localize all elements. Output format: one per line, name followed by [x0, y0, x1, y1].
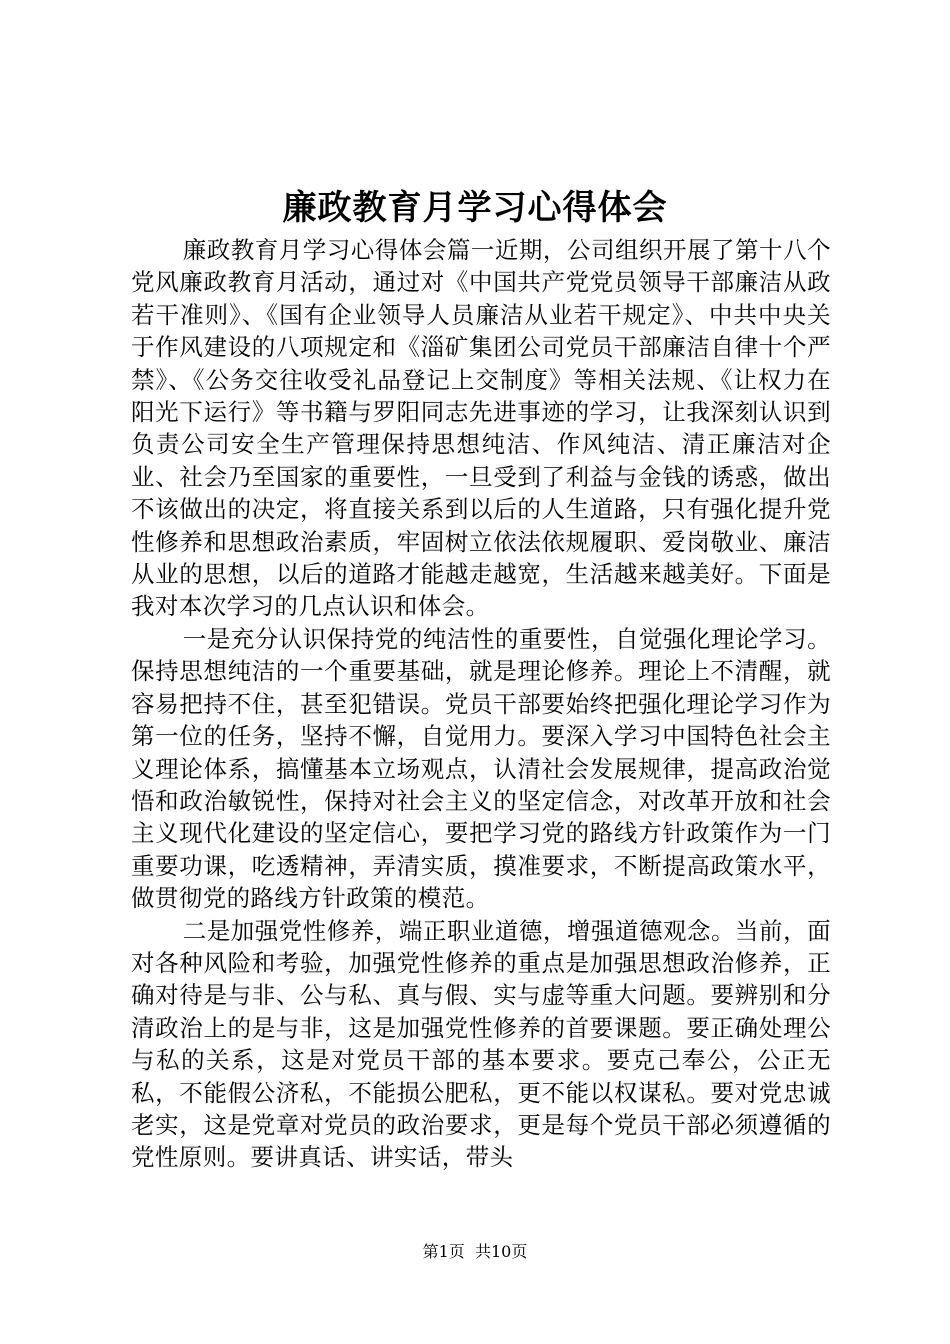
page-number: 第1页 — [422, 1242, 465, 1261]
page-total: 共10页 — [474, 1242, 528, 1261]
body-paragraph-2: 一是充分认识保持党的纯洁性的重要性，自觉强化理论学习。保持思想纯洁的一个重要基础，就是理论修养。理论上不清醒，就容易把持不住，甚至犯错误。党员干部要始终把强化理论学习作为第一位的任务，坚持不懈，自觉用力。要深入学习中国特色社会主义理论体系，搞懂基本立场观点，认清社会发展规律，提高政治觉悟和政治敏锐性，保持对社会主义的坚定信念，对改革开放和社会主义现代化建设的坚定信心，要把学习党的路线方针政策作为一门重要功课，吃透精神，弄清实质，摸准要求，不断提高政策水平，做贯彻党的路线方针政策的模范。 — [131, 624, 831, 913]
document-body — [131, 234, 831, 1174]
document-title: 廉政教育月学习心得体会 — [282, 188, 668, 228]
body-paragraph-1: 廉政教育月学习心得体会篇一近期，公司组织开展了第十八个党风廉政教育月活动，通过对《中国共产党党员领导干部廉洁从政若干准则》、《国有企业领导人员廉洁从业若干规定》、中共中央关于作风建设的八项规定和《淄矿集团公司党员干部廉洁自律十个严禁》、《公务交往收受礼品登记上交制度》等相关法规、《让权力在阳光下运行》等书籍与罗阳同志先进事迹的学习，让我深刻认识到负责公司安全生产管理保持思想纯洁、作风纯洁、清正廉洁对企业、社会乃至国家的重要性，一旦受到了利益与金钱的诱惑，做出不该做出的决定，将直接关系到以后的人生道路，只有强化提升党性修养和思想政治素质，牢固树立依法依规履职、爱岗敬业、廉洁从业的思想，以后的道路才能越走越宽，生活越来越美好。下面是我对本次学习的几点认识和体会。 — [131, 236, 831, 621]
body-paragraph-3: 二是加强党性修养，端正职业道德，增强道德观念。当前，面对各种风险和考验，加强党性修养的重点是加强思想政治修养，正确对待是与非、公与私、真与假、实与虚等重大问题。要辨别和分清政治上的是与非，这是加强党性修养的首要课题。要正确处理公与私的关系，这是对党员干部的基本要求。要克己奉公，公正无私，不能假公济私，不能损公肥私，更不能以权谋私。要对党忠诚老实，这是党章对党员的政治要求，更是每个党员干部必须遵循的党性原则。要讲真话、讲实话，带头 — [131, 916, 831, 1172]
page-footer — [0, 1240, 950, 1264]
